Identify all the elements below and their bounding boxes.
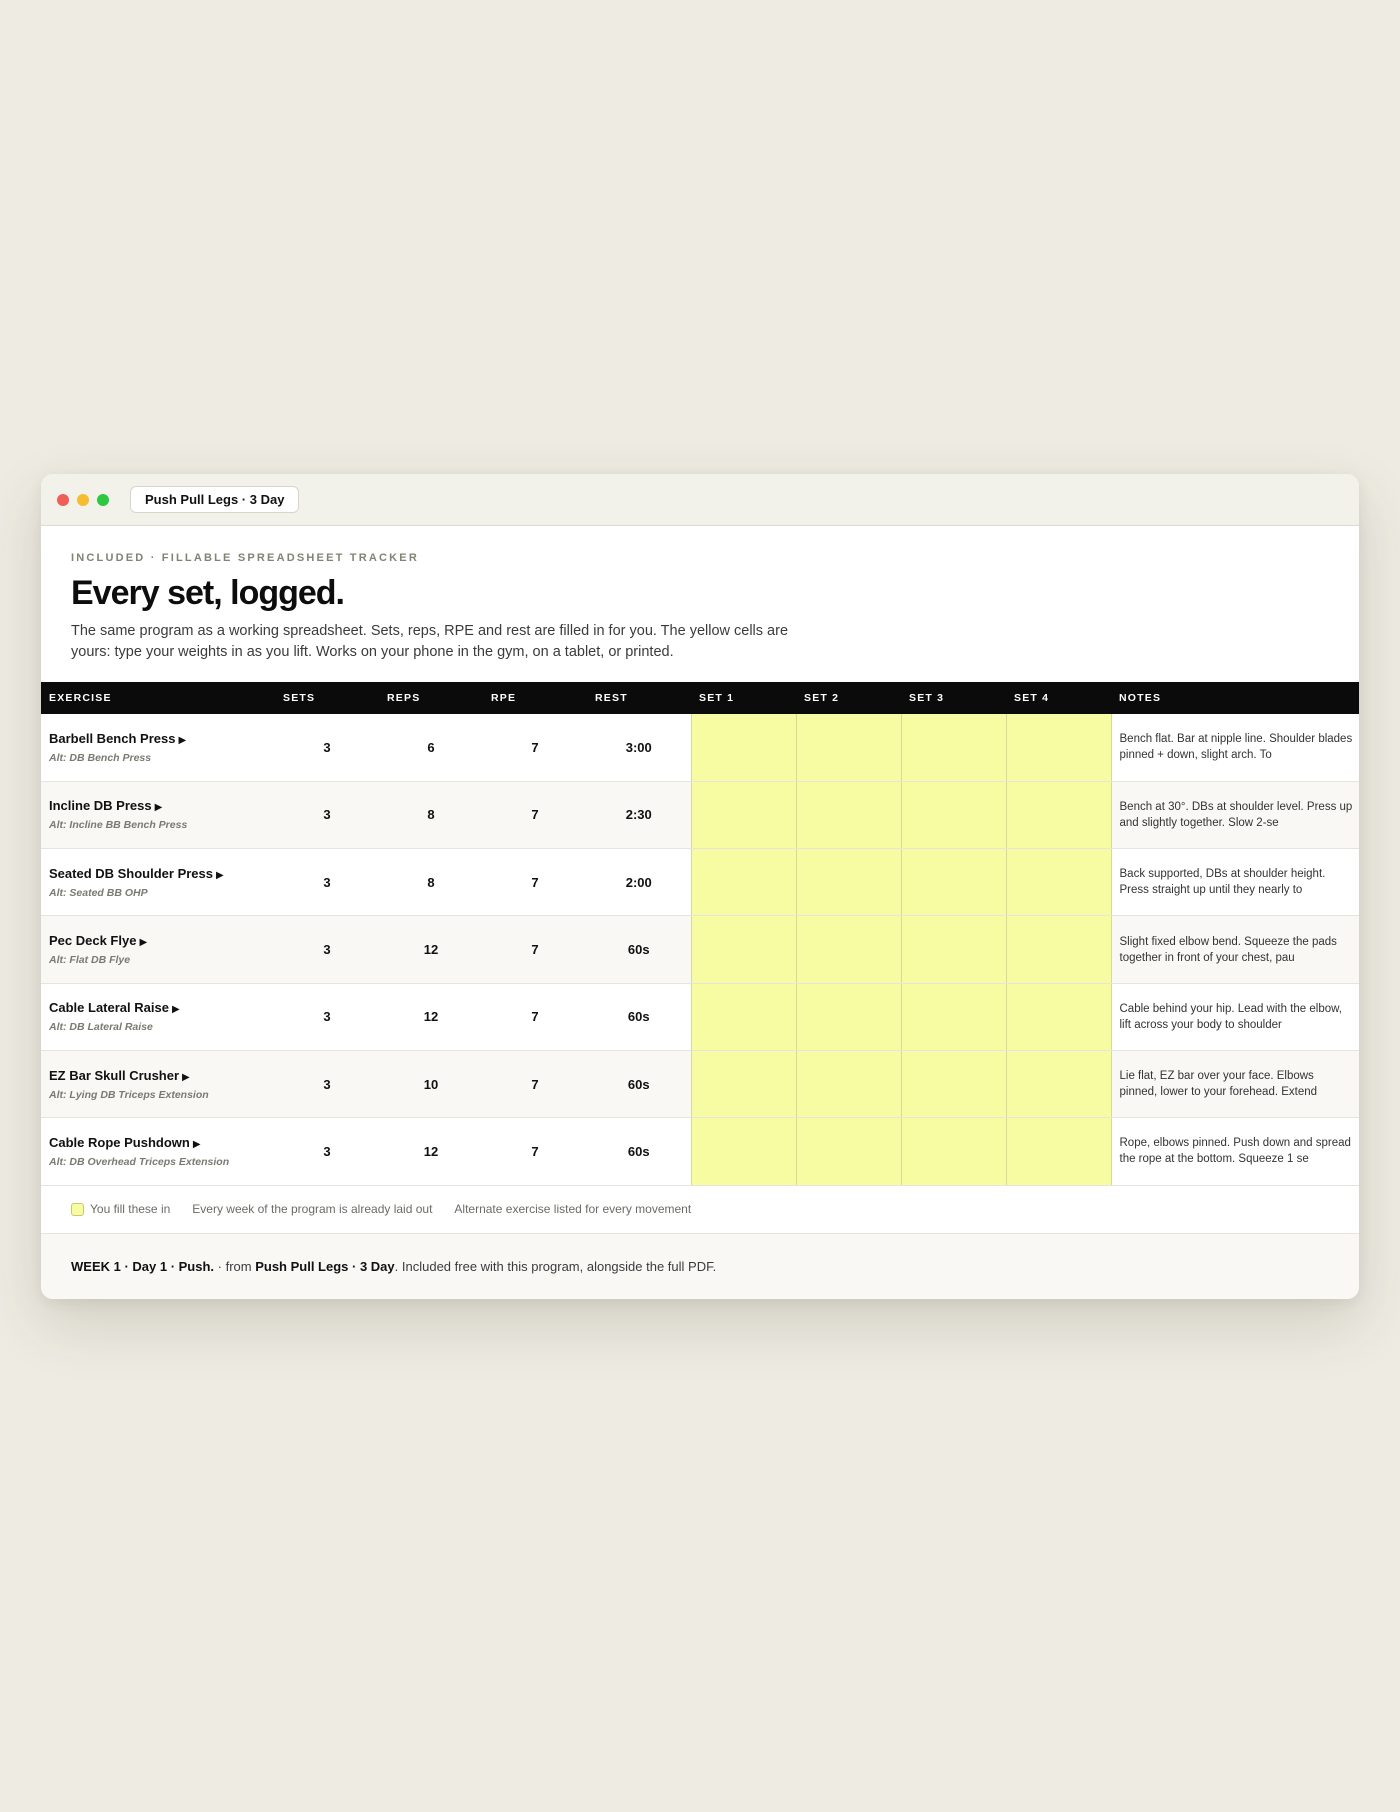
notes-cell: Back supported, DBs at shoulder height. Press straight up until they nearly to — [1111, 849, 1359, 916]
exercise-alternate: Alt: DB Lateral Raise — [49, 1021, 153, 1034]
set-2-input-cell[interactable] — [796, 781, 901, 848]
play-video-icon[interactable]: ▶ — [182, 1071, 190, 1083]
set-4-input-cell[interactable] — [1006, 983, 1111, 1050]
sets-cell: 3 — [275, 1118, 379, 1185]
exercise-cell — [41, 849, 275, 916]
set-1-input-cell[interactable] — [691, 983, 796, 1050]
page-title: Every set, logged. — [71, 574, 344, 612]
notes-cell: Slight fixed elbow bend. Squeeze the pads together in front of your chest, pau — [1111, 916, 1359, 983]
play-video-icon[interactable]: ▶ — [216, 869, 224, 881]
rpe-cell: 7 — [483, 781, 587, 848]
rest-cell: 60s — [587, 916, 691, 983]
column-header-reps: REPS — [379, 682, 483, 714]
set-3-input-cell[interactable] — [901, 849, 1006, 916]
title-bar — [41, 474, 1359, 526]
exercise-alternate: Alt: Seated BB OHP — [49, 886, 148, 899]
exercise-cell — [41, 1050, 275, 1117]
eyebrow-label: INCLUDED · FILLABLE SPREADSHEET TRACKER — [71, 552, 419, 564]
reps-cell: 8 — [379, 781, 483, 848]
notes-cell: Rope, elbows pinned. Push down and spread the rope at the bottom. Squeeze 1 se — [1111, 1118, 1359, 1185]
exercise-name[interactable]: Pec Deck Flye ▶ — [49, 933, 148, 949]
rest-cell: 60s — [587, 983, 691, 1050]
legend-alternate-label: Alternate exercise listed for every movement — [454, 1202, 692, 1217]
column-header-set-4: SET 4 — [1006, 682, 1111, 714]
maximize-window-icon[interactable] — [97, 494, 109, 506]
table-row — [41, 983, 1359, 1050]
page-description: The same program as a working spreadsheet. Sets, reps, RPE and rest are filled in for you. The yellow cells are yours: type your weights in as you lift. Works on your phone in the gym, on a tablet, or printed. — [71, 623, 789, 660]
exercise-alternate: Alt: Flat DB Flye — [49, 954, 131, 967]
legend — [41, 1186, 1359, 1234]
rpe-cell: 7 — [483, 849, 587, 916]
legend-fill-label: You fill these in — [90, 1202, 171, 1217]
footer-program: Push Pull Legs · 3 Day — [255, 1259, 395, 1275]
tracker-table — [41, 682, 1359, 1186]
set-3-input-cell[interactable] — [901, 1050, 1006, 1117]
notes-cell: Cable behind your hip. Lead with the elbow, lift across your body to shoulder — [1111, 983, 1359, 1050]
set-3-input-cell[interactable] — [901, 916, 1006, 983]
exercise-name[interactable]: Cable Lateral Raise ▶ — [49, 1000, 180, 1016]
rpe-cell: 7 — [483, 1118, 587, 1185]
rest-cell: 3:00 — [587, 714, 691, 781]
exercise-alternate: Alt: DB Overhead Triceps Extension — [49, 1155, 230, 1168]
notes-cell: Lie flat, EZ bar over your face. Elbows pinned, lower to your forehead. Extend — [1111, 1050, 1359, 1117]
set-3-input-cell[interactable] — [901, 983, 1006, 1050]
table-row — [41, 1118, 1359, 1185]
play-video-icon[interactable]: ▶ — [139, 937, 148, 949]
table-row — [41, 916, 1359, 983]
table-row — [41, 1050, 1359, 1117]
exercise-name[interactable]: Barbell Bench Press ▶ — [49, 730, 187, 746]
legend-item-fill — [71, 1202, 170, 1216]
reps-cell: 12 — [379, 983, 483, 1050]
set-4-input-cell[interactable] — [1006, 1050, 1111, 1117]
exercise-cell — [41, 1118, 275, 1185]
rpe-cell: 7 — [483, 1050, 587, 1117]
play-video-icon[interactable]: ▶ — [171, 1004, 180, 1016]
rpe-cell: 7 — [483, 983, 587, 1050]
sets-cell: 3 — [275, 983, 379, 1050]
footer-from: · from — [214, 1259, 256, 1275]
exercise-alternate: Alt: Incline BB Bench Press — [49, 819, 188, 832]
footer-session: WEEK 1 · Day 1 · Push. — [71, 1259, 215, 1275]
sets-cell: 3 — [275, 714, 379, 781]
set-1-input-cell[interactable] — [691, 1118, 796, 1185]
set-3-input-cell[interactable] — [901, 1118, 1006, 1185]
play-video-icon[interactable]: ▶ — [178, 734, 187, 746]
rest-cell: 60s — [587, 1050, 691, 1117]
set-1-input-cell[interactable] — [691, 849, 796, 916]
exercise-alternate: Alt: DB Bench Press — [49, 751, 152, 764]
set-3-input-cell[interactable] — [901, 714, 1006, 781]
reps-cell: 6 — [379, 714, 483, 781]
exercise-cell — [41, 916, 275, 983]
set-4-input-cell[interactable] — [1006, 781, 1111, 848]
close-window-icon[interactable] — [57, 494, 69, 506]
set-2-input-cell[interactable] — [796, 849, 901, 916]
set-2-input-cell[interactable] — [796, 916, 901, 983]
footer-note: . Included free with this program, alongside the full PDF. — [394, 1259, 717, 1275]
notes-cell: Bench at 30°. DBs at shoulder level. Press up and slightly together. Slow 2-se — [1111, 781, 1359, 848]
yellow-swatch-icon — [71, 1203, 84, 1216]
column-header-notes: NOTES — [1111, 682, 1359, 714]
table-row — [41, 849, 1359, 916]
reps-cell: 10 — [379, 1050, 483, 1117]
legend-item-alternate — [454, 1202, 691, 1216]
exercise-cell — [41, 983, 275, 1050]
reps-cell: 8 — [379, 849, 483, 916]
table-header-row — [41, 682, 1359, 714]
set-1-input-cell[interactable] — [691, 916, 796, 983]
footer-caption — [41, 1234, 1359, 1299]
column-header-exercise: EXERCISE — [41, 682, 275, 714]
sets-cell: 3 — [275, 781, 379, 848]
column-header-sets: SETS — [275, 682, 379, 714]
set-1-input-cell[interactable] — [691, 1050, 796, 1117]
column-header-set-3: SET 3 — [901, 682, 1006, 714]
notes-cell: Bench flat. Bar at nipple line. Shoulder blades pinned + down, slight arch. To — [1111, 714, 1359, 781]
set-4-input-cell[interactable] — [1006, 1118, 1111, 1185]
play-video-icon[interactable]: ▶ — [192, 1138, 201, 1150]
play-video-icon[interactable]: ▶ — [154, 802, 163, 814]
reps-cell: 12 — [379, 1118, 483, 1185]
sets-cell: 3 — [275, 916, 379, 983]
set-2-input-cell[interactable] — [796, 983, 901, 1050]
tracker-window — [41, 474, 1359, 1299]
set-1-input-cell[interactable] — [691, 781, 796, 848]
exercise-cell — [41, 714, 275, 781]
rest-cell: 60s — [587, 1118, 691, 1185]
column-header-set-2: SET 2 — [796, 682, 901, 714]
set-3-input-cell[interactable] — [901, 781, 1006, 848]
table-row — [41, 781, 1359, 848]
legend-weeks-label: Every week of the program is already laid out — [192, 1202, 433, 1217]
exercise-alternate: Alt: Lying DB Triceps Extension — [49, 1088, 209, 1101]
rest-cell: 2:30 — [587, 781, 691, 848]
rpe-cell: 7 — [483, 714, 587, 781]
sets-cell: 3 — [275, 1050, 379, 1117]
exercise-name[interactable]: Seated DB Shoulder Press ▶ — [49, 865, 224, 881]
column-header-rpe: RPE — [483, 682, 587, 714]
set-4-input-cell[interactable] — [1006, 714, 1111, 781]
exercise-cell — [41, 781, 275, 848]
set-2-input-cell[interactable] — [796, 1118, 901, 1185]
rest-cell: 2:00 — [587, 849, 691, 916]
column-header-rest: REST — [587, 682, 691, 714]
exercise-name[interactable]: Cable Rope Pushdown ▶ — [49, 1134, 201, 1150]
set-4-input-cell[interactable] — [1006, 849, 1111, 916]
column-header-set-1: SET 1 — [691, 682, 796, 714]
rpe-cell: 7 — [483, 916, 587, 983]
set-2-input-cell[interactable] — [796, 714, 901, 781]
set-2-input-cell[interactable] — [796, 1050, 901, 1117]
tab-program[interactable]: Push Pull Legs · 3 Day — [130, 486, 299, 513]
set-1-input-cell[interactable] — [691, 714, 796, 781]
minimize-window-icon[interactable] — [77, 494, 89, 506]
sets-cell: 3 — [275, 849, 379, 916]
reps-cell: 12 — [379, 916, 483, 983]
intro-header — [41, 526, 1359, 682]
legend-item-weeks — [192, 1202, 432, 1216]
table-row — [41, 714, 1359, 781]
exercise-name[interactable]: EZ Bar Skull Crusher ▶ — [49, 1067, 190, 1083]
exercise-name[interactable]: Incline DB Press ▶ — [49, 798, 163, 814]
set-4-input-cell[interactable] — [1006, 916, 1111, 983]
